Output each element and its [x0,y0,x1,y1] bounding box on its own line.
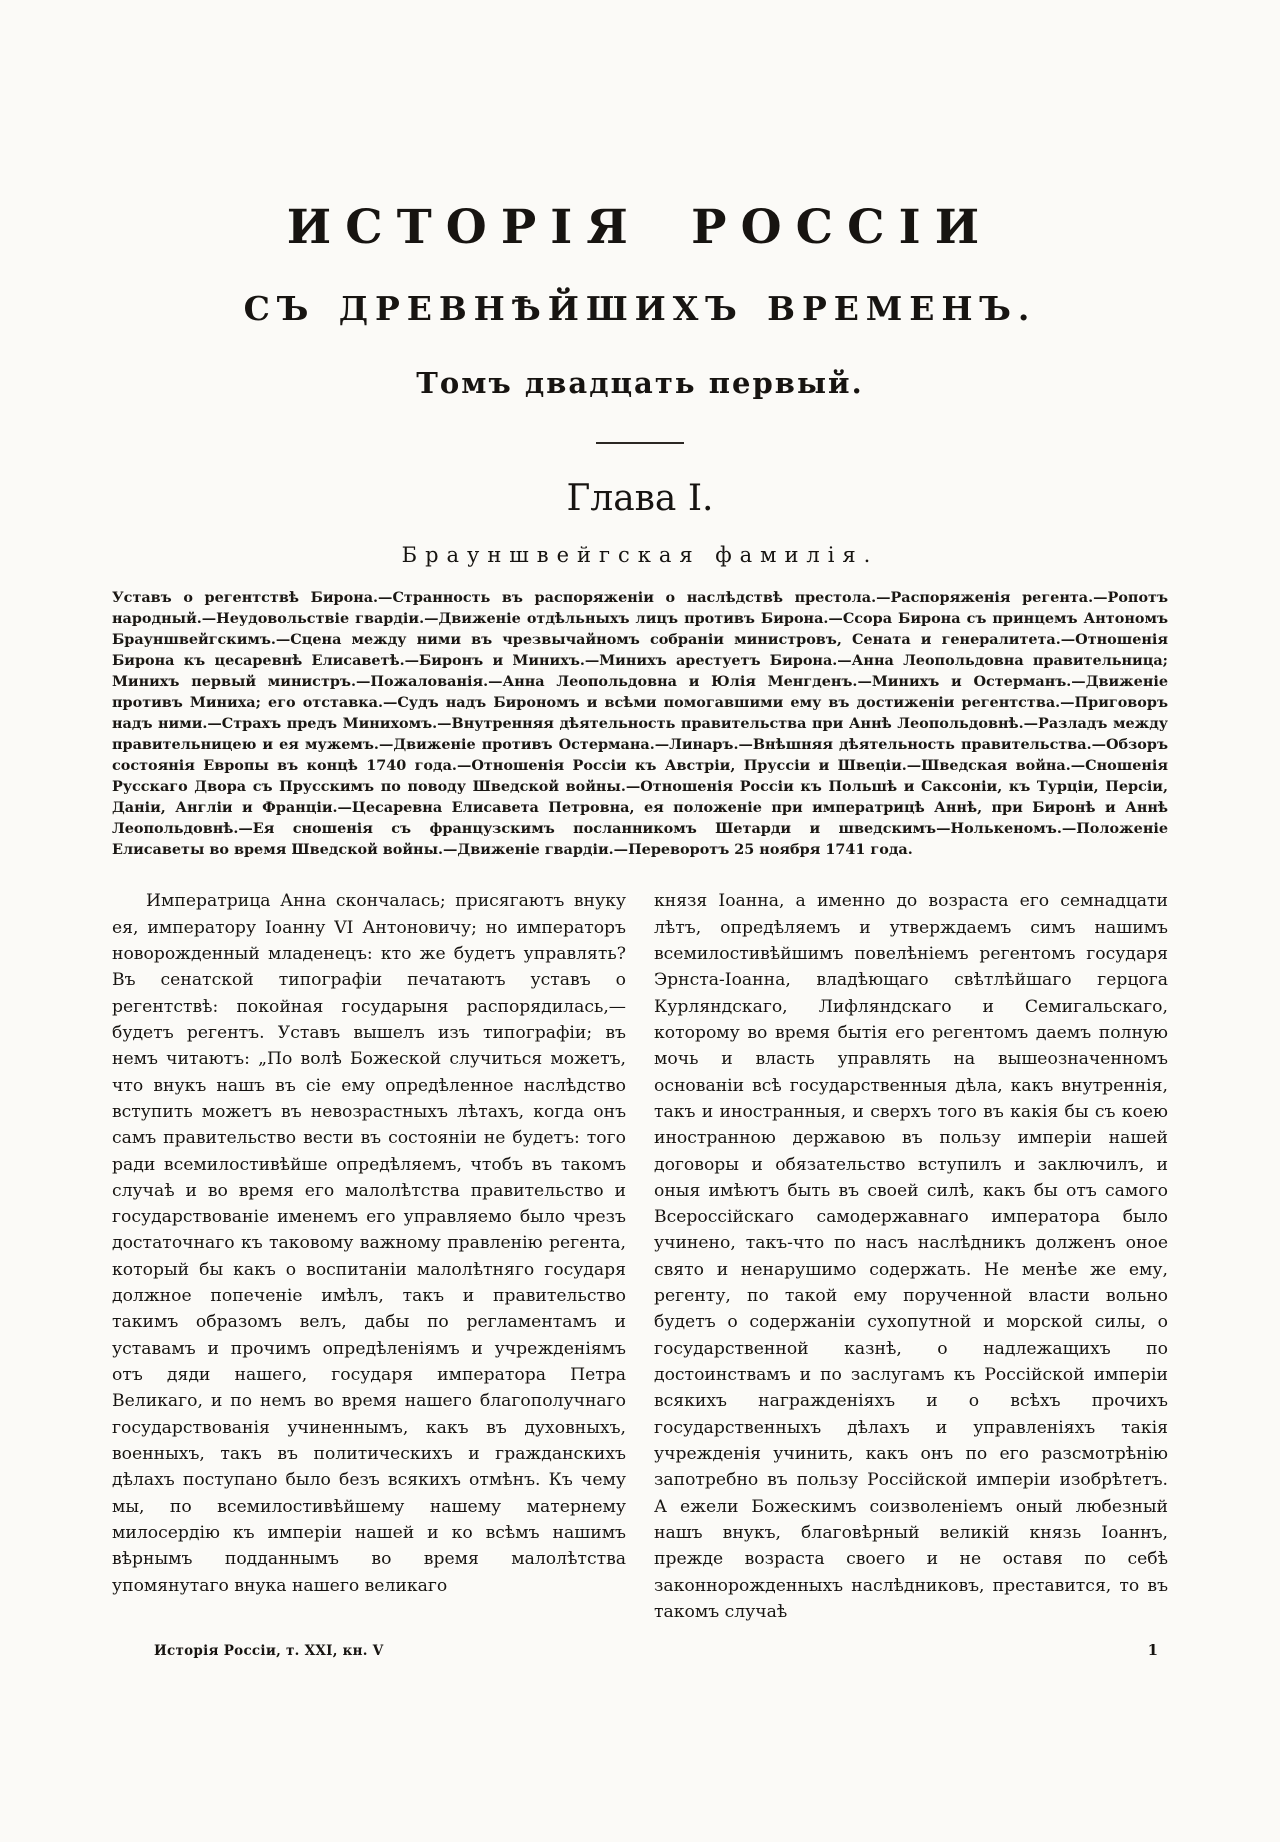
body-paragraph-right: князя Іоанна, а именно до возраста его семнадцати лѣтъ, опредѣляемъ и утверждаемъ симъ нашимъ всемилостивѣйшимъ повелѣніемъ регентомъ государя Эрнста-Іоанна, владѣющаго свѣтлѣйшаго герцога Курляндскаго, Лифляндскаго и Семигальскаго, которому во время бытія его регентомъ даемъ полную мочь и власть управлять на вышеозначенномъ основаніи всѣ государственныя дѣла, какъ внутреннія, такъ и иностранныя, и сверхъ того въ какія бы съ коею иностранною державою въ пользу имперіи нашей договоры и обязательство вступилъ и заключилъ, и оныя имѣютъ быть въ своей силѣ, какъ бы отъ самого Всероссійскаго самодержавнаго императора было учинено, такъ-что по насъ наслѣдникъ долженъ оное свято и ненарушимо содержать. Не менѣе же ему, регенту, по такой ему порученной власти вольно будетъ о содержаніи сухопутной и морской силы, о государственной казнѣ, о надлежащихъ по достоинствамъ и по заслугамъ къ Россійской имперіи всякихъ награжденіяхъ и о всѣхъ прочихъ государственныхъ дѣлахъ и управленіяхъ такія учрежденія учинить, какъ онъ по его разсмотрѣнію запотребно въ пользу Россійской имперіи изобрѣтетъ. А ежели Божескимъ соизволеніемъ оный любезный нашъ внукъ, благовѣрный великій князь Іоаннъ, прежде возраста своего и не оставя по себѣ законнорожденныхъ наслѣдниковъ, преставится, то въ такомъ случаѣ [654,891,1168,1622]
text-column-right [654,888,1168,1625]
chapter-title: Брауншвейгская фамилія. [401,543,879,567]
page-title: ИСТОРІЯ РОССІИ [286,200,994,255]
volume-label: Томъ двадцать первый. [416,366,864,400]
text-column-left [112,888,626,1625]
divider-rule [596,442,684,444]
body-paragraph-left: Императрица Анна скончалась; присягаютъ внуку ея, императору Іоанну VI Антоновичу; но императоръ новорожденный младенецъ: кто же будетъ управлять? Въ сенатской типографіи печатаютъ уставъ о регентствѣ: покойная государыня распорядилась,—будетъ регентъ. Уставъ вышелъ изъ типографіи; въ немъ читаютъ: „По волѣ Божеской случиться можетъ, что внукъ нашъ въ сіе ему опредѣленное наслѣдство вступить можетъ въ невозрастныхъ лѣтахъ, когда онъ самъ правительство вести въ состояніи не будетъ: того ради всемилостивѣйше опредѣляемъ, чтобъ въ такомъ случаѣ и во время его малолѣтства правительство и государствованіе именемъ его управляемо было чрезъ достаточнаго къ таковому важному правленію регента, который бы какъ о воспитаніи малолѣтняго государя должное попеченіе имѣлъ, такъ и правительство такимъ образомъ велъ, дабы по регламентамъ и уставамъ и прочимъ опредѣленіямъ и учрежденіямъ отъ дяди нашего, государя императора Петра Великаго, и по немъ во время нашего благополучнаго государствованія учиненнымъ, какъ въ духовныхъ, военныхъ, такъ въ политическихъ и гражданскихъ дѣлахъ поступано было безъ всякихъ отмѣнъ. Къ чему мы, по всемилостивѣйшему нашему матернему милосердію къ имперіи нашей и ко всѣмъ нашимъ вѣрнымъ подданнымъ во время малолѣтства упомянутаго внука нашего великаго [112,891,626,1596]
body-columns [112,888,1168,1625]
chapter-heading: Глава I. [566,478,714,519]
page-subtitle: СЪ ДРЕВНѢЙШИХЪ ВРЕМЕНЪ. [243,289,1037,328]
chapter-summary: Уставъ о регентствѣ Бирона.—Странность въ распоряженіи о наслѣдствѣ престола.—Распоряженія регента.—Ропотъ народный.—Неудовольствіе гвардіи.—Движеніе отдѣльныхъ лицъ противъ Бирона.—Ссора Бирона съ принцемъ Антономъ Брауншвейгскимъ.—Сцена между ними въ чрезвычайномъ собраніи министровъ, Сената и генералитета.—Отношенія Бирона къ цесаревнѣ Елисаветѣ.—Биронъ и Минихъ.—Минихъ арестуетъ Бирона.—Анна Леопольдовна правительница; Минихъ первый министръ.—Пожалованія.—Анна Леопольдовна и Юлія Менгденъ.—Минихъ и Остерманъ.—Движеніе противъ Миниха; его отставка.—Судъ надъ Бирономъ и всѣми помогавшими ему въ достиженіи регентства.—Приговоръ надъ ними.—Страхъ предъ Минихомъ.—Внутренняя дѣятельность правительства при Аннѣ Леопольдовнѣ.—Разладъ между правительницею и ея мужемъ.—Движеніе противъ Остермана.—Линаръ.—Внѣшняя дѣятельность правительства.—Обзоръ состоянія Европы въ концѣ 1740 года.—Отношенія Россіи къ Австріи, Пруссіи и Швеціи.—Шведская война.—Сношенія Русскаго Двора съ Прусскимъ по поводу Шведской войны.—Отношенія Россіи къ Польшѣ и Саксоніи, къ Турціи, Персіи, Даніи, Англіи и Франціи.—Цесаревна Елисавета Петровна, ея положеніе при императрицѣ Аннѣ, при Биронѣ и Аннѣ Леопольдовнѣ.—Ея сношенія съ французскимъ посланникомъ Шетарди и шведскимъ—Нолькеномъ.—Положеніе Елисаветы во время Шведской войны.—Движеніе гвардіи.—Переворотъ 25 ноября 1741 года. [112,589,1168,859]
page-footer [112,1641,1168,1659]
page-number: 1 [1147,1641,1158,1660]
footer-signature: Исторія Россіи, т. XXI, кн. V [154,1643,384,1660]
